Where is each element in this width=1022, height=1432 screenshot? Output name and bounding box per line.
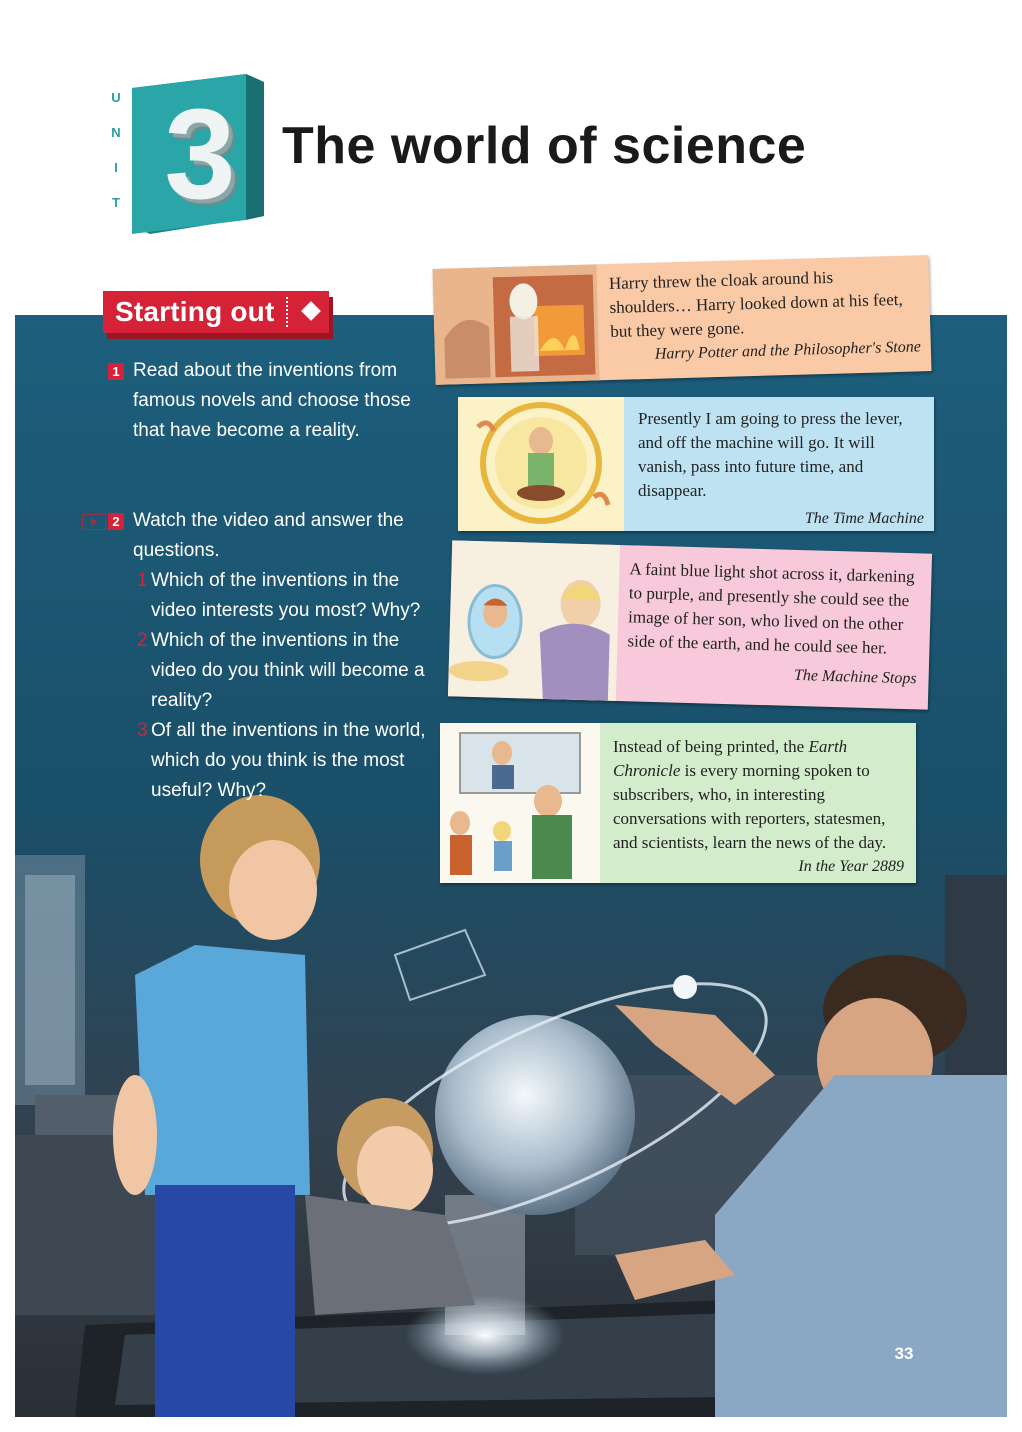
quote-illustration: [440, 723, 600, 883]
quote-text-part: Instead of being printed, the: [613, 737, 809, 756]
quote-source: Harry Potter and the Philosopher's Stone: [654, 338, 922, 363]
quote-card: [458, 397, 934, 531]
question-item: [137, 566, 437, 626]
question-number: 2: [137, 630, 148, 651]
task-number: 1: [108, 363, 124, 380]
unit-number: 3: [164, 82, 232, 226]
quote-source: The Time Machine: [804, 510, 924, 527]
task-1-text: Read about the inventions from famous novels and choose those that have become a reality.: [133, 360, 411, 441]
task-2-text: Watch the video and answer the questions.: [133, 510, 404, 561]
quote-illustration: [448, 540, 620, 701]
task-number: 2: [108, 513, 124, 530]
quote-card: [432, 255, 931, 385]
question-number: 3: [137, 720, 148, 741]
unit-label: [108, 90, 124, 210]
quote-card: [440, 723, 916, 883]
quote-text-block: [638, 397, 924, 531]
quote-text: Presently I am going to press the lever, and off the machine will go. It will vanish, pass into future time, and disappear.: [638, 409, 903, 500]
quote-card: [448, 540, 932, 709]
unit-letter: T: [112, 195, 120, 210]
banner-face: [103, 291, 329, 333]
video-icon: [82, 514, 106, 530]
quote-text-block: [613, 723, 904, 883]
quote-text-block: [626, 545, 920, 709]
page-title: The world of science: [282, 117, 807, 175]
starting-out-banner: [103, 291, 333, 339]
quote-text-block: [608, 255, 921, 380]
quote-text-title: Earth Chronicle: [613, 737, 848, 780]
starting-out-label: Starting out: [115, 296, 275, 327]
unit-letter: U: [111, 90, 121, 105]
quote-source: In the Year 2889: [798, 858, 904, 875]
page-number: 33: [894, 1344, 914, 1363]
question-item: [137, 716, 437, 806]
question-text: Of all the inventions in the world, which do you think is the most useful? Why?: [151, 720, 426, 801]
unit-number-block: [132, 74, 264, 234]
unit-letter: I: [114, 160, 118, 175]
question-item: [137, 626, 437, 716]
quote-text-part: is every morning spoken to subscribers, who, in interesting conversations with reporters, statesmen, and scientists, learn the news of the day.: [613, 761, 887, 852]
banner-divider: [286, 297, 288, 327]
quote-illustration: [458, 397, 624, 531]
quote-text: A faint blue light shot across it, darkening to purple, and presently she could see the image of her son, who lived on the other side of the earth, and he could see her.: [627, 559, 915, 658]
question-number: 1: [137, 570, 148, 591]
quote-illustration: [432, 264, 599, 385]
question-text: Which of the inventions in the video do you think will become a reality?: [151, 630, 425, 711]
quote-text: [613, 735, 904, 855]
question-text: Which of the inventions in the video interests you most? Why?: [151, 570, 421, 621]
quote-source: The Machine Stops: [793, 666, 917, 688]
quote-text: Harry threw the cloak around his shoulders… Harry looked down at his feet, but they were gone.: [608, 267, 903, 342]
unit-letter: N: [111, 125, 121, 140]
